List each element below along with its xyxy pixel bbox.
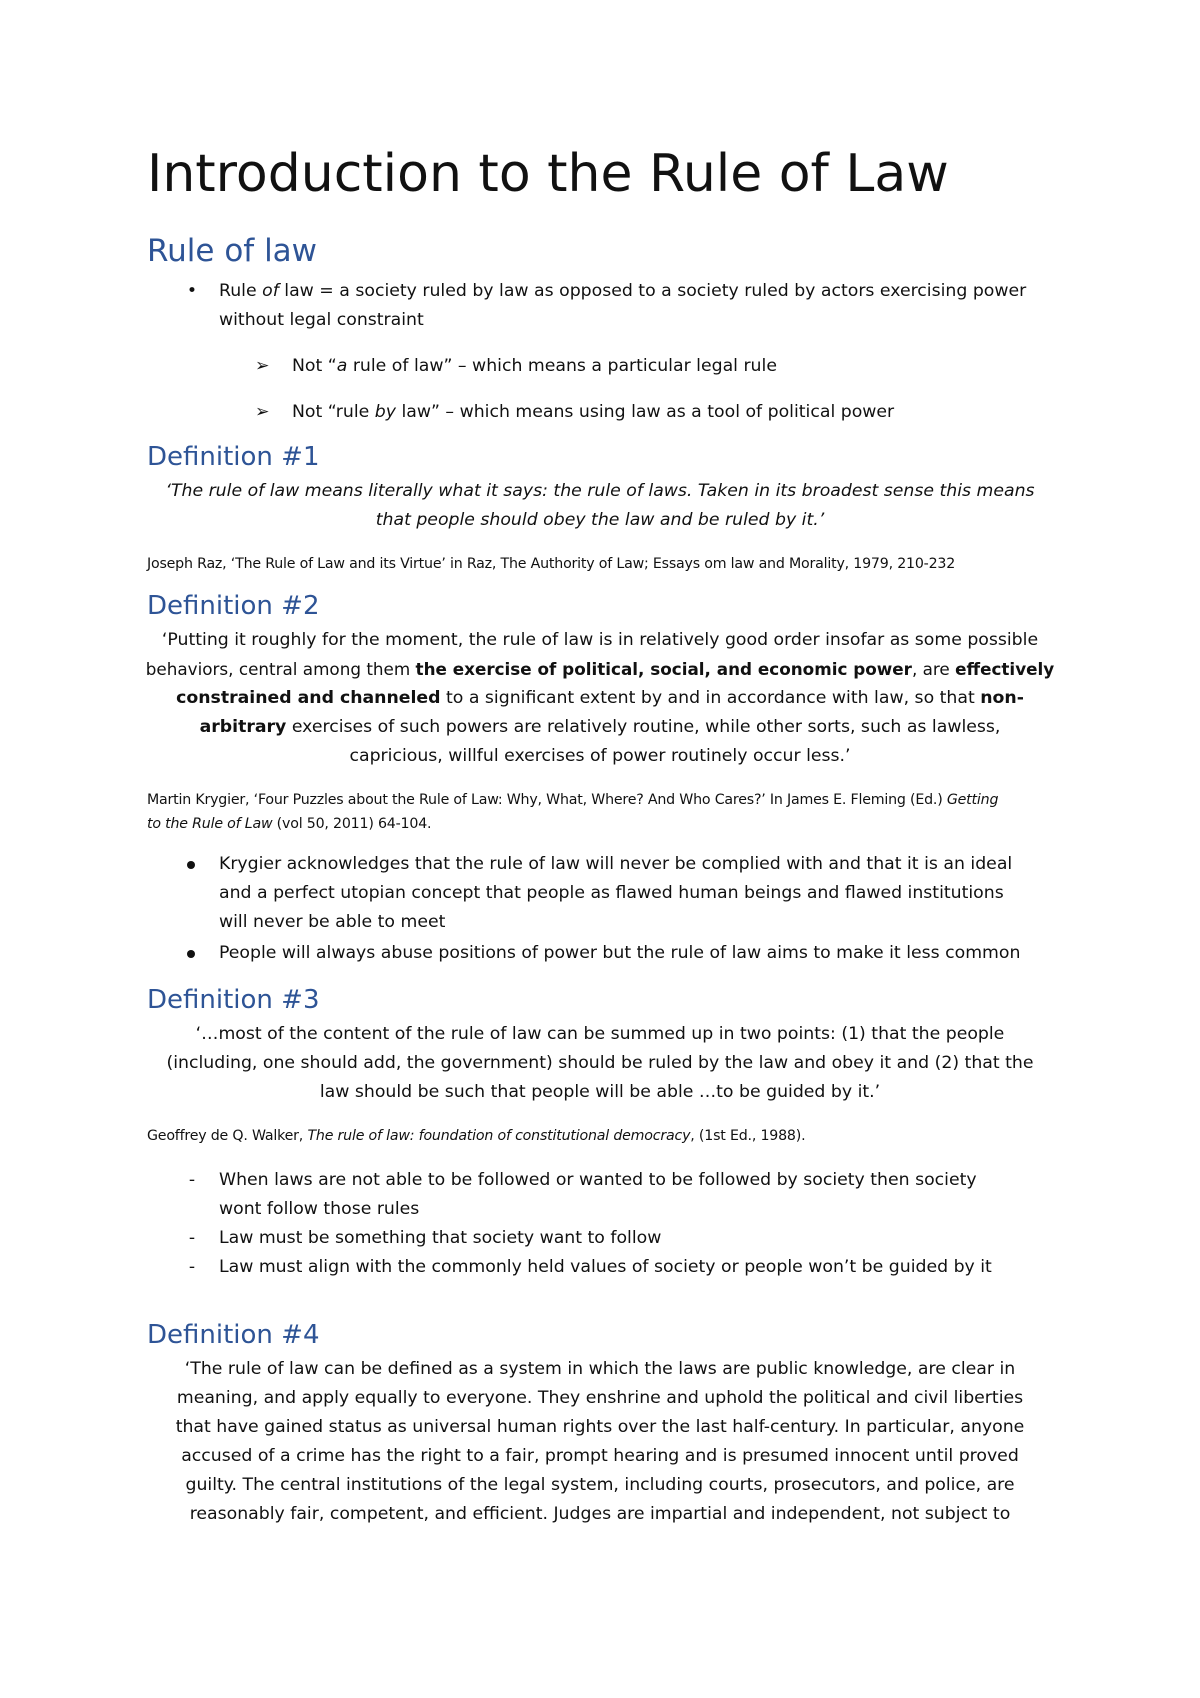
citation: Martin Krygier, ‘Four Puzzles about the Rule of Law: Why, What, Where? And Who Cares?’ In James E. Fleming (Ed.) Getting [147,792,999,808]
arrow-bullet-icon: ➢ [255,356,270,376]
quote-line: that have gained status as universal human rights over the last half-century. In particular, anyone [175,1417,1025,1437]
citation: Geoffrey de Q. Walker, The rule of law: foundation of constitutional democracy, (1st Ed., 1988). [147,1128,806,1144]
arrow-bullet-icon: ➢ [255,402,270,422]
quote-line: constrained and channeled to a significant extent by and in accordance with law, so that non- [176,688,1024,708]
citation: to the Rule of Law (vol 50, 2011) 64-104. [147,816,432,832]
heading-definition-4: Definition #4 [147,1320,320,1350]
dash-bullet-icon: - [188,1257,196,1277]
bullet-icon [187,861,195,869]
quote-line: (including, one should add, the government) should be ruled by the law and obey it and (2) that the [166,1053,1034,1073]
quote-line: law should be such that people will be able …to be guided by it.’ [319,1082,881,1102]
quote-line: ‘Putting it roughly for the moment, the rule of law is in relatively good order insofar as some possible [161,630,1039,650]
quote-line: behaviors, central among them the exercise of political, social, and economic power, are effectively [145,659,1055,679]
citation: Joseph Raz, ‘The Rule of Law and its Virtue’ in Raz, The Authority of Law; Essays om law and Morality, 1979, 210-232 [147,556,956,572]
heading-definition-1: Definition #1 [147,442,320,472]
quote-line: ‘The rule of law can be defined as a system in which the laws are public knowledge, are clear in [184,1359,1016,1379]
bullet-text-line: Law must be something that society want to follow [219,1228,662,1248]
quote-line: arbitrary exercises of such powers are relatively routine, while other sorts, such as lawless, [199,717,1001,737]
bullet-text-line: without legal constraint [219,310,424,330]
sub-bullet-text: Not “rule by law” – which means using law as a tool of political power [292,402,895,422]
bullet-text-line: wont follow those rules [219,1199,420,1219]
quote-line: reasonably fair, competent, and efficient. Judges are impartial and independent, not subject to [189,1504,1011,1524]
bullet-text-line: and a perfect utopian concept that people as flawed human beings and flawed institutions [219,883,1004,903]
bullet-icon [187,950,195,958]
quote-line: accused of a crime has the right to a fair, prompt hearing and is presumed innocent until proved [181,1446,1019,1466]
quote-line: ‘The rule of law means literally what it says: the rule of laws. Taken in its broadest sense this means [165,481,1035,501]
bullet-text-line: When laws are not able to be followed or wanted to be followed by society then society [219,1170,977,1190]
heading-definition-3: Definition #3 [147,985,320,1015]
dash-bullet-icon: - [188,1170,196,1190]
heading-rule-of-law: Rule of law [147,233,318,269]
bullet-text-line: People will always abuse positions of power but the rule of law aims to make it less common [219,943,1021,963]
bullet-text-line: Law must align with the commonly held values of society or people won’t be guided by it [219,1257,992,1277]
dash-bullet-icon: - [188,1228,196,1248]
quote-line: guilty. The central institutions of the legal system, including courts, prosecutors, and police, are [185,1475,1015,1495]
quote-line: that people should obey the law and be ruled by it.’ [375,510,825,530]
quote-line: capricious, willful exercises of power routinely occur less.’ [349,746,851,766]
bullet-text-line: Krygier acknowledges that the rule of law will never be complied with and that it is an ideal [219,854,1013,874]
bullet-text-line: Rule of law = a society ruled by law as opposed to a society ruled by actors exercising power [219,281,1027,301]
sub-bullet-text: Not “a rule of law” – which means a particular legal rule [292,356,777,376]
quote-line: ‘…most of the content of the rule of law can be summed up in two points: (1) that the people [195,1024,1005,1044]
bullet-icon: • [186,281,198,301]
quote-line: meaning, and apply equally to everyone. They enshrine and uphold the political and civil liberties [176,1388,1024,1408]
document-title: Introduction to the Rule of Law [147,144,949,204]
heading-definition-2: Definition #2 [147,591,320,621]
bullet-text-line: will never be able to meet [219,912,446,932]
